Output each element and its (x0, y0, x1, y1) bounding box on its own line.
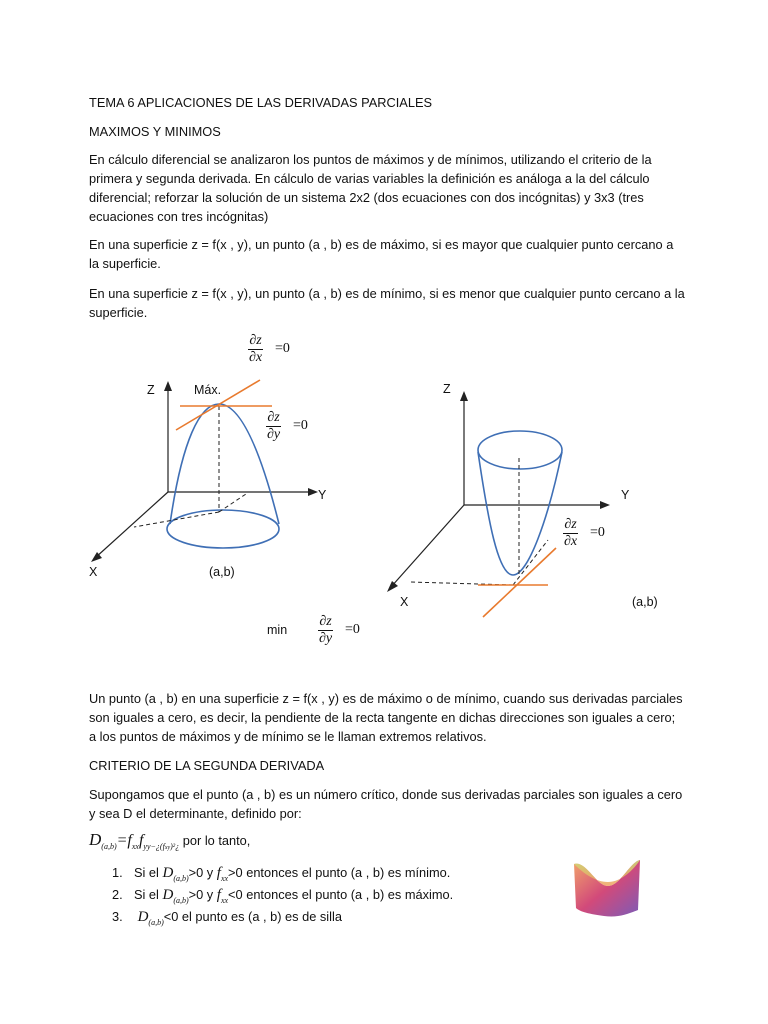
criterion-intro: Supongamos que el punto (a , b) es un número crítico, donde sus derivadas parciales son iguales a cero y sea D el determinante, definido por: (89, 787, 683, 821)
min-figure (387, 391, 610, 617)
z-label-left: Z (147, 383, 155, 397)
min-definition: En una superficie z = f(x , y), un punto (a , b) es de mínimo, si es menor que cualquier punto cercano a la superficie. (89, 286, 685, 320)
intro-paragraph: En cálculo diferencial se analizaron los puntos de máximos y de mínimos, utilizando el criterio de la primera y segunda derivada. En cálculo de varias variables la definición es análoga a la del cálculo diferencial; reforzar la solución de un sistema 2x2 (dos ecuaciones con dos incógnitas) y 3x3 (tres ecuaciones con tres incógnitas) (89, 152, 652, 224)
x-axis-right (391, 505, 464, 587)
section-title: MAXIMOS Y MINIMOS (89, 124, 221, 139)
determinant-formula: $D_{(a,b)}=f_{xx}f_{yy-¿(fxy)^2¿}$ por lo tanto, (89, 830, 251, 851)
max-base-ellipse (167, 510, 279, 548)
x-label-left: X (89, 565, 98, 579)
criteria-list (112, 862, 453, 928)
point-label-left: (a,b) (209, 565, 235, 579)
max-label: Máx. (194, 383, 222, 397)
point-label-right: (a,b) (632, 595, 658, 609)
z-arrow-right (460, 391, 468, 401)
min-label: min (267, 623, 288, 637)
z-arrow-left (164, 381, 172, 391)
min-top-ellipse (478, 431, 562, 469)
criterion-item: 1. Si el $D_{(a,b)}>0$ y $f_{xx}>0$ entonces el punto (a , b) es mínimo. (112, 865, 451, 883)
extremes-paragraph: Un punto (a , b) en una superficie z = f(x , y) es de máximo o de mínimo, cuando sus derivadas parciales son iguales a cero, es decir, la pendiente de la recta tangente en dichas direcciones son iguales a cero; a los puntos de máximos y de mínimo se le llaman extremos relativos. (89, 691, 683, 744)
x-label-right: X (400, 595, 409, 609)
max-definition: En una superficie z = f(x , y), un punto (a , b) es de máximo, si es mayor que cualquier punto cercano a la superficie. (89, 237, 674, 271)
dz-dx-top: ∂z ∂x =0 (249, 333, 290, 365)
x-arrow-right (387, 581, 398, 592)
min-paraboloid (478, 452, 562, 575)
doc-title: TEMA 6 APLICACIONES DE LAS DERIVADAS PARCIALES (89, 95, 433, 110)
y-label-left: Y (318, 488, 327, 502)
z-label-right: Z (443, 382, 451, 396)
dz-dy-bottom: ∂z ∂y =0 (319, 614, 360, 646)
criterion-item: 2. Si el $D_{(a,b)}>0$ y $f_{xx}<0$ entonces el punto (a , b) es máximo. (112, 887, 454, 905)
x-axis-left (95, 492, 168, 558)
dz-dx-right: ∂z ∂x =0 (564, 517, 605, 549)
max-figure (91, 380, 318, 562)
y-arrow-left (308, 488, 318, 496)
min-y-dash (513, 540, 548, 585)
criterion-item: 3. $D_{(a,b)}<0$ el punto es (a , b) es de silla (112, 909, 342, 927)
saddle-surface-image (572, 856, 642, 920)
criterion-title: CRITERIO DE LA SEGUNDA DERIVADA (89, 758, 325, 773)
y-label-right: Y (621, 488, 630, 502)
y-arrow-right (600, 501, 610, 509)
dz-dy-left: ∂z ∂y =0 (267, 410, 308, 442)
max-x-dash (134, 512, 219, 527)
